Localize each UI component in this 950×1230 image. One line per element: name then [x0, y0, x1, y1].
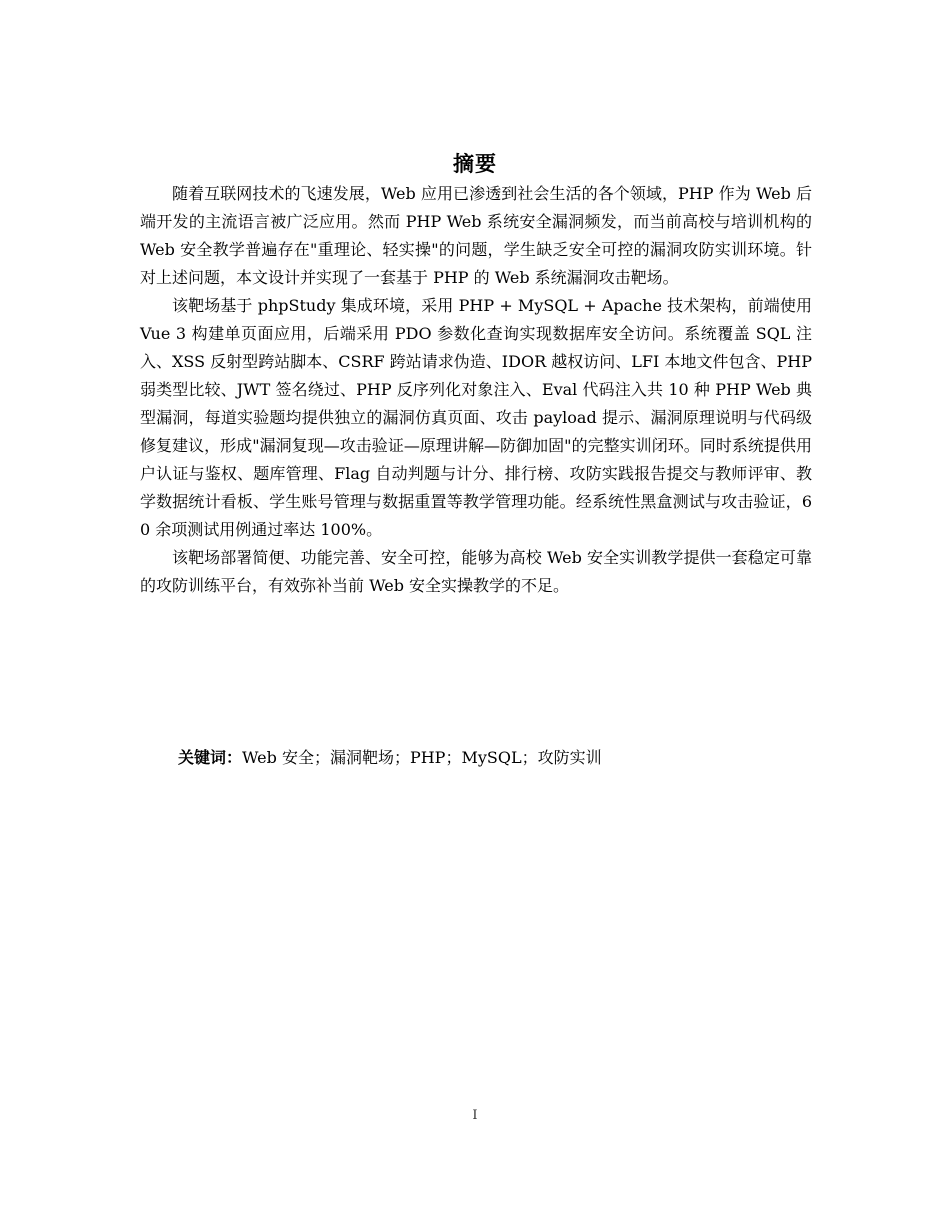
keywords-text: Web 安全；漏洞靶场；PHP；MySQL；攻防实训	[242, 748, 602, 767]
keywords-line	[178, 744, 818, 772]
abstract-paragraph-3: 该靶场部署简便、功能完善、安全可控，能够为高校 Web 安全实训教学提供一套稳定可靠的攻防训练平台，有效弥补当前 Web 安全实操教学的不足。	[140, 548, 812, 595]
abstract-paragraph-1: 随着互联网技术的飞速发展，Web 应用已渗透到社会生活的各个领域，PHP 作为 Web 后端开发的主流语言被广泛应用。然而 PHP Web 系统安全漏洞频发，而当前高校与培训机构的 Web 安全教学普遍存在"重理论、轻实操"的问题，学生缺乏安全可控的漏洞攻防实训环境。针对上述问题，本文设计并实现了一套基于 PHP 的 Web 系统漏洞攻击靶场。	[140, 184, 812, 287]
abstract-paragraph-2: 该靶场基于 phpStudy 集成环境，采用 PHP + MySQL + Apache 技术架构，前端使用 Vue 3 构建单页面应用，后端采用 PDO 参数化查询实现数据库安全访问。系统覆盖 SQL 注入、XSS 反射型跨站脚本、CSRF 跨站请求伪造、IDOR 越权访问、LFI 本地文件包含、PHP 弱类型比较、JWT 签名绕过、PHP 反序列化对象注入、Eval 代码注入共 10 种 PHP Web 典型漏洞，每道实验题均提供独立的漏洞仿真页面、攻击 payload 提示、漏洞原理说明与代码级修复建议，形成"漏洞复现—攻击验证—原理讲解—防御加固"的完整实训闭环。同时系统提供用户认证与鉴权、题库管理、Flag 自动判题与计分、排行榜、攻防实践报告提交与教师评审、教学数据统计看板、学生账号管理与数据重置等教学管理功能。经系统性黑盒测试与攻击验证，60 余项测试用例通过率达 100%。	[140, 296, 812, 539]
keywords-label: 关键词：	[178, 748, 243, 767]
page-number: I	[472, 1108, 478, 1123]
abstract-body	[140, 180, 812, 600]
abstract-title: 摘要	[453, 152, 497, 176]
